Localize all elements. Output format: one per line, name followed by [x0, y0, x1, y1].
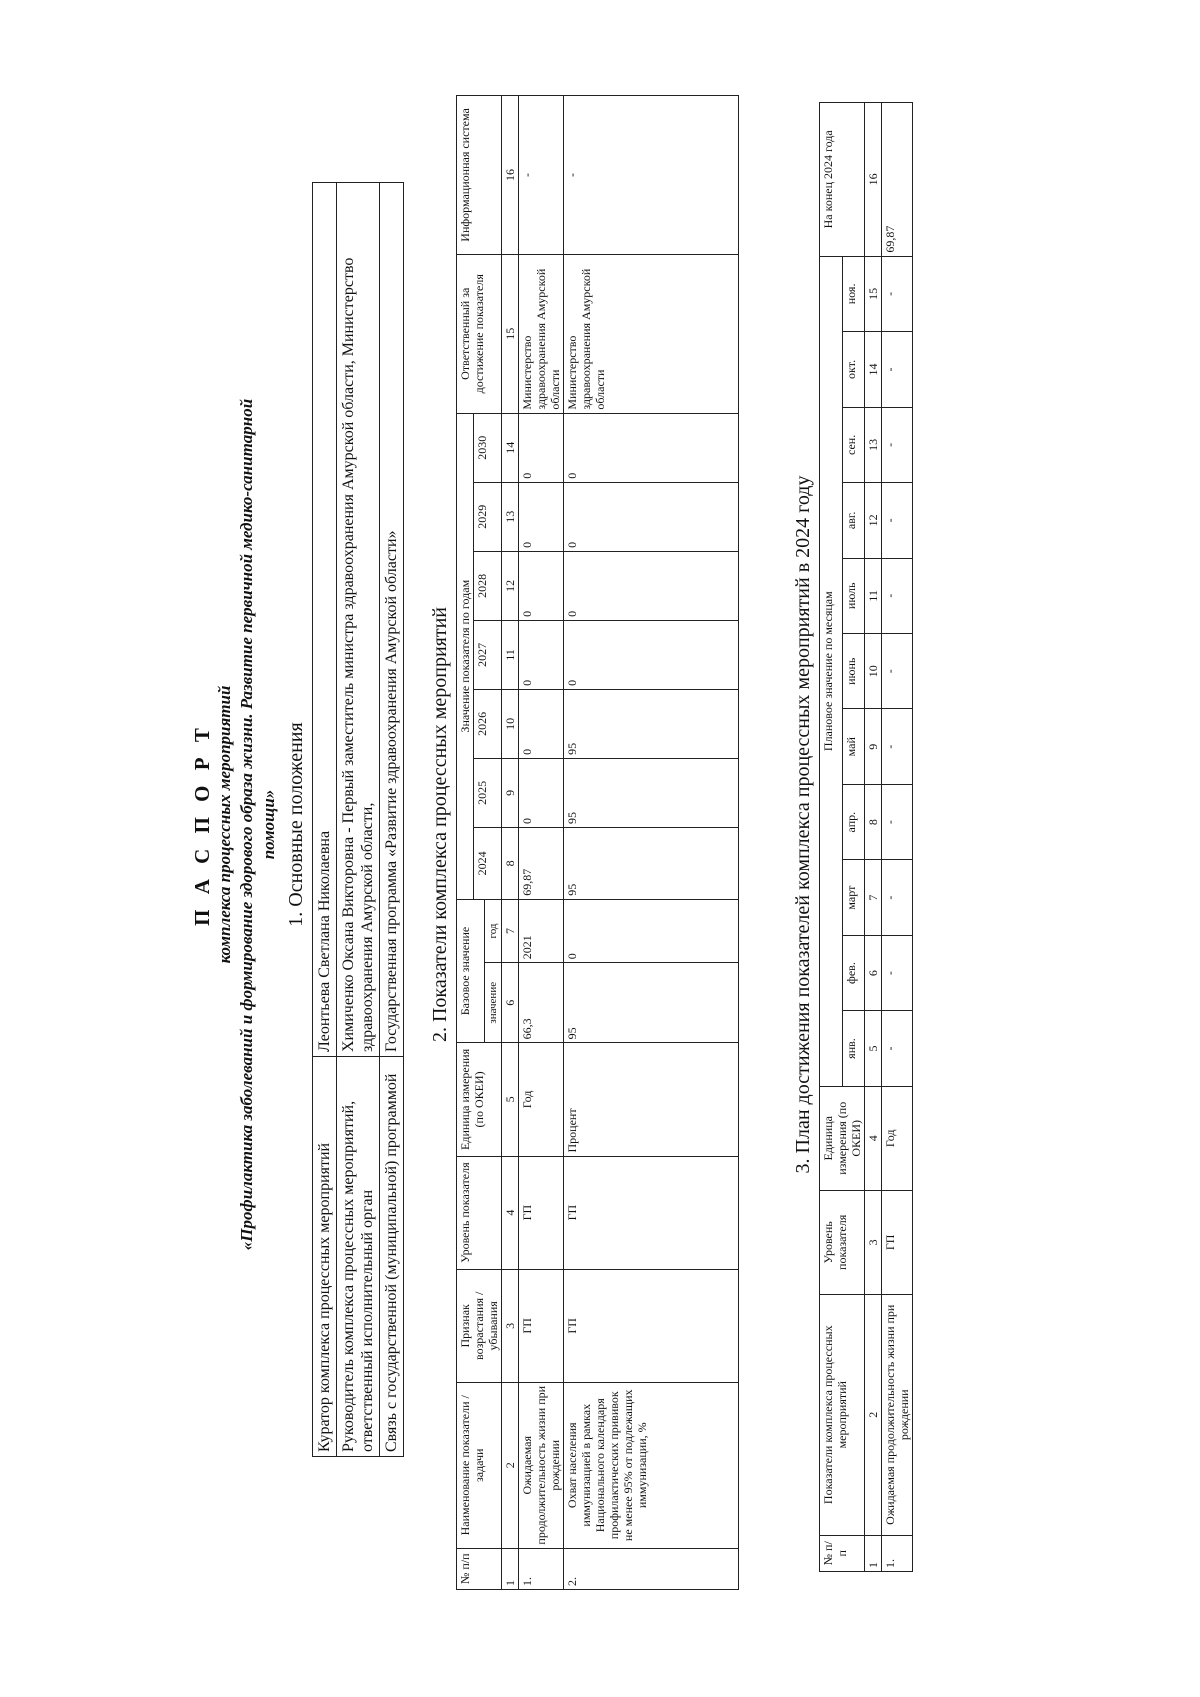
col-header-num: № п/п — [457, 1548, 502, 1589]
column-number: 15 — [502, 254, 519, 413]
rotated-document-page — [160, 47, 1160, 1602]
table-header-row — [457, 96, 474, 1590]
col-header-month: апр. — [842, 784, 865, 859]
column-number: 1 — [865, 1535, 882, 1571]
month-value: - — [882, 483, 913, 558]
column-number: 7 — [502, 899, 519, 963]
column-number: 10 — [502, 689, 519, 758]
year-value: 0 — [519, 758, 564, 827]
col-header-end-of-year: На конец 2024 года — [820, 103, 865, 257]
column-number: 2 — [502, 1382, 519, 1548]
column-number: 11 — [502, 620, 519, 689]
col-header-sign: Признак возрастания / убывания — [457, 1269, 502, 1382]
base-year: 0 — [564, 899, 739, 963]
col-header-month: окт. — [842, 332, 865, 407]
infosystem: - — [564, 96, 739, 255]
col-header-infosystem: Информационная система — [457, 96, 502, 255]
year-value: 0 — [519, 413, 564, 482]
table-row — [519, 96, 564, 1590]
column-number: 3 — [502, 1269, 519, 1382]
col-header-name: Наименование показатели /задачи — [457, 1382, 502, 1548]
column-number: 11 — [865, 558, 882, 633]
year-value: 0 — [519, 620, 564, 689]
year-value: 0 — [564, 413, 739, 482]
indicator-sign: ГП — [564, 1269, 739, 1382]
col-header-responsible: Ответственный за достижение показателя — [457, 254, 502, 413]
indicator-level: ГП — [519, 1156, 564, 1269]
column-number: 7 — [865, 860, 882, 935]
month-value: - — [882, 332, 913, 407]
month-value: - — [882, 634, 913, 709]
column-number: 9 — [502, 758, 519, 827]
year-value: 69,87 — [519, 827, 564, 899]
col-header-years-group: Значение показателя по годам — [457, 413, 474, 899]
column-number: 12 — [502, 551, 519, 620]
year-value: 95 — [564, 689, 739, 758]
col-header-month: фев. — [842, 935, 865, 1010]
provision-label: Руководитель комплекса процессных мероприятий, ответственный исполнительный орган — [337, 1057, 380, 1457]
col-header-base-value: значение — [485, 963, 502, 1043]
col-header-base: Базовое значение — [457, 899, 485, 1043]
col-header-month: сен. — [842, 407, 865, 482]
main-provisions-table — [312, 182, 404, 1457]
indicator-unit: Год — [519, 1043, 564, 1156]
indicator-unit: Год — [882, 1086, 913, 1190]
indicator-name: Охват населения иммунизацией в рамках Национального календаря профилактических прививок не менее 95% от подлежащих иммунизации, % — [564, 1382, 739, 1548]
indicator-name: Ожидаемая продолжительность жизни при рождении — [882, 1294, 913, 1535]
table-row — [313, 183, 337, 1457]
column-number: 16 — [865, 103, 882, 257]
provision-value: Химиченко Оксана Викторовна - Первый заместитель министра здравоохранения Амурской области, Министерство здравоохранения Амурской области, — [337, 183, 380, 1057]
column-number: 9 — [865, 709, 882, 784]
month-value: - — [882, 407, 913, 482]
month-value: - — [882, 784, 913, 859]
indicator-name: Ожидаемая продолжительность жизни при рождении — [519, 1382, 564, 1548]
column-number: 13 — [865, 407, 882, 482]
column-number: 14 — [502, 413, 519, 482]
responsible: Министерство здравоохранения Амурской области — [519, 254, 564, 413]
col-header-level: Уровень показателя — [820, 1190, 865, 1294]
col-header-year: 2024 — [474, 827, 502, 899]
column-number: 8 — [502, 827, 519, 899]
col-header-months-group: Плановое значение по месяцам — [820, 256, 843, 1086]
column-number: 16 — [502, 96, 519, 255]
indicators-table — [456, 95, 739, 1590]
table-row — [564, 96, 739, 1590]
col-header-year: 2028 — [474, 551, 502, 620]
col-header-level: Уровень показателя — [457, 1156, 502, 1269]
provision-value: Государственная программа «Развитие здравоохранения Амурской области» — [380, 183, 404, 1057]
indicator-sign: ГП — [519, 1269, 564, 1382]
column-number: 6 — [502, 963, 519, 1043]
column-number: 10 — [865, 634, 882, 709]
column-number: 12 — [865, 483, 882, 558]
col-header-year: 2026 — [474, 689, 502, 758]
column-number: 1 — [502, 1548, 519, 1589]
row-num: 1. — [519, 1548, 564, 1589]
col-header-name: Показатели комплекса процессных мероприятий — [820, 1294, 865, 1535]
document-title: П А С П О Р Т — [190, 723, 214, 926]
year-value: 0 — [519, 689, 564, 758]
indicator-level: ГП — [882, 1190, 913, 1294]
col-header-month: авг. — [842, 483, 865, 558]
section3-heading: 3. План достижения показателей комплекса процессных мероприятий в 2024 году — [792, 475, 814, 1174]
column-number: 8 — [865, 784, 882, 859]
document-subtitle-line3: помощи» — [259, 789, 278, 860]
col-header-month: май — [842, 709, 865, 784]
column-number: 4 — [865, 1086, 882, 1190]
responsible: Министерство здравоохранения Амурской области — [564, 254, 739, 413]
end-of-year-value: 69,87 — [882, 103, 913, 257]
document-header — [160, 47, 280, 1602]
year-value: 0 — [519, 551, 564, 620]
column-number: 2 — [865, 1294, 882, 1535]
month-value: - — [882, 1011, 913, 1086]
column-number: 3 — [865, 1190, 882, 1294]
column-number: 15 — [865, 256, 882, 332]
month-value: - — [882, 709, 913, 784]
monthly-plan-table — [819, 102, 913, 1572]
col-header-year: 2030 — [474, 413, 502, 482]
provision-label: Куратор комплекса процессных мероприятий — [313, 1057, 337, 1457]
table-row — [380, 183, 404, 1457]
year-value: 95 — [564, 758, 739, 827]
col-header-month: июнь — [842, 634, 865, 709]
indicator-unit: Процент — [564, 1043, 739, 1156]
base-year: 2021 — [519, 899, 564, 963]
col-header-year: 2025 — [474, 758, 502, 827]
column-number: 4 — [502, 1156, 519, 1269]
base-value: 95 — [564, 963, 739, 1043]
col-header-unit: Единица измерения (по ОКЕИ) — [457, 1043, 502, 1156]
year-value: 0 — [564, 620, 739, 689]
col-header-unit: Единица измерения (по ОКЕИ) — [820, 1086, 865, 1190]
col-header-year: 2029 — [474, 482, 502, 551]
col-header-month: март — [842, 860, 865, 935]
document-subtitle-line1: комплекса процессных мероприятий — [215, 685, 234, 964]
column-number: 14 — [865, 332, 882, 407]
month-value: - — [882, 935, 913, 1010]
row-num: 2. — [564, 1548, 739, 1589]
column-number-row — [865, 103, 882, 1572]
col-header-base-year: год — [485, 899, 502, 963]
table-row — [882, 103, 913, 1572]
section2-heading: 2. Показатели комплекса процессных мероприятий — [429, 607, 451, 1043]
provision-label: Связь с государственной (муниципальной) программой — [380, 1057, 404, 1457]
col-header-month: янв. — [842, 1011, 865, 1086]
column-number: 5 — [865, 1011, 882, 1086]
month-value: - — [882, 558, 913, 633]
provision-value: Леонтьева Светлана Николаевна — [313, 183, 337, 1057]
infosystem: - — [519, 96, 564, 255]
col-header-year: 2027 — [474, 620, 502, 689]
col-header-month: ноя. — [842, 256, 865, 332]
table-row — [337, 183, 380, 1457]
section1-heading: 1. Основные положения — [285, 722, 307, 927]
indicator-level: ГП — [564, 1156, 739, 1269]
month-value: - — [882, 256, 913, 332]
row-num: 1. — [882, 1535, 913, 1571]
year-value: 0 — [564, 482, 739, 551]
base-value: 66,3 — [519, 963, 564, 1043]
document-subtitle-line2: «Профилактика заболеваний и формирование здорового образа жизни. Развитие первичной медико-санитарной — [237, 398, 256, 1251]
year-value: 95 — [564, 827, 739, 899]
column-number: 5 — [502, 1043, 519, 1156]
column-number-row — [502, 96, 519, 1590]
column-number: 6 — [865, 935, 882, 1010]
table-header-row — [820, 103, 843, 1572]
col-header-num: № п/п — [820, 1535, 865, 1571]
year-value: 0 — [519, 482, 564, 551]
month-value: - — [882, 860, 913, 935]
column-number: 13 — [502, 482, 519, 551]
year-value: 0 — [564, 551, 739, 620]
col-header-month: июль — [842, 558, 865, 633]
